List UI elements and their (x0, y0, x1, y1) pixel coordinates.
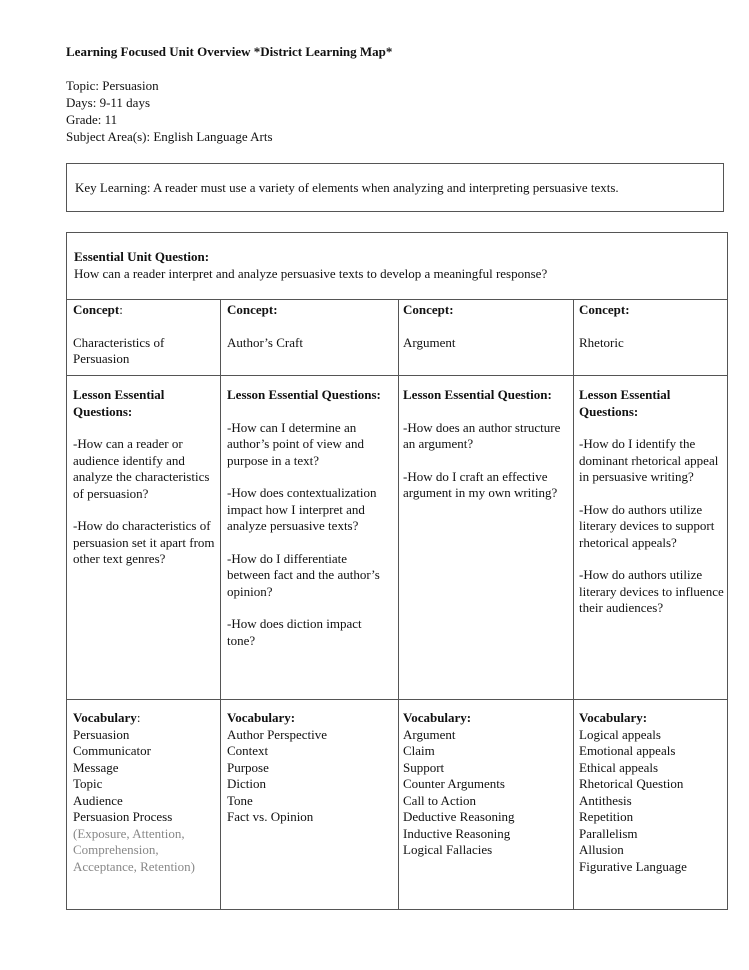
lesson-cell (403, 387, 563, 502)
vocabulary-term: Message (73, 759, 119, 775)
concept-label: Concept: (227, 302, 278, 317)
vocabulary-term: Topic (73, 776, 103, 791)
vocabulary-list (73, 727, 215, 826)
lesson-question: -How do authors utilize literary devices to influence their audiences? (579, 567, 724, 615)
concept-cell (403, 302, 563, 351)
vocabulary-term: Diction (227, 776, 266, 791)
vocabulary-term: Argument (403, 726, 456, 742)
column-divider (220, 300, 221, 909)
concept-name: Argument (403, 334, 456, 350)
vocabulary-label: Vocabulary: (227, 710, 296, 725)
vocabulary-term: Purpose (227, 759, 269, 775)
lesson-question: -How does contextualization impact how I interpret and analyze persuasive texts? (227, 485, 377, 533)
lesson-cell (73, 387, 215, 568)
vocabulary-note: (Exposure, Attention, Comprehension, Acceptance, Retention) (73, 825, 195, 874)
row-divider (67, 699, 727, 700)
column-divider (573, 300, 574, 909)
vocabulary-term: Parallelism (579, 825, 638, 841)
concept-cell (579, 302, 724, 351)
vocabulary-term: Logical appeals (579, 726, 661, 742)
vocabulary-list (403, 727, 563, 859)
lesson-question: -How can a reader or audience identify and analyze the characteristics of persuasion? (73, 436, 210, 501)
vocabulary-term: Rhetorical Question (579, 776, 684, 791)
vocabulary-label: Vocabulary: (403, 710, 472, 725)
vocabulary-list (579, 727, 724, 876)
vocabulary-term: Ethical appeals (579, 759, 659, 775)
page-title: Learning Focused Unit Overview *District Learning Map* (66, 44, 393, 59)
vocabulary-term: Author Perspective (227, 726, 328, 742)
subject-line: Subject Area(s): English Language Arts (66, 129, 273, 144)
vocabulary-term: Audience (73, 792, 123, 808)
vocabulary-list (227, 727, 393, 826)
lesson-question: -How do I differentiate between fact and the author’s opinion? (227, 550, 380, 599)
essential-question (74, 249, 719, 282)
unit-table (66, 232, 728, 910)
essential-question-text: How can a reader interpret and analyze persuasive texts to develop a meaningful response? (74, 265, 548, 281)
vocabulary-term: Antithesis (579, 792, 632, 808)
lesson-label: Lesson Essential Questions: (73, 387, 165, 419)
vocabulary-term: Call to Action (403, 792, 476, 808)
key-learning-box (66, 163, 724, 212)
vocabulary-term: Allusion (579, 842, 624, 857)
vocabulary-cell (73, 710, 215, 875)
lesson-question: -How do authors utilize literary devices to support rhetorical appeals? (579, 501, 715, 550)
concept-cell (227, 302, 393, 351)
grade-line: Grade: 11 (66, 112, 118, 127)
topic-line: Topic: Persuasion (66, 78, 159, 93)
vocabulary-label: Vocabulary: (73, 710, 141, 725)
row-divider (67, 299, 727, 300)
vocabulary-cell (403, 710, 563, 859)
lesson-cell (227, 387, 393, 649)
concept-label: Concept: (579, 302, 630, 317)
vocabulary-term: Communicator (73, 743, 151, 758)
vocabulary-term: Claim (403, 743, 435, 758)
days-line: Days: 9-11 days (66, 95, 151, 110)
vocabulary-term: Inductive Reasoning (403, 825, 511, 841)
vocabulary-term: Persuasion Process (73, 809, 173, 824)
lesson-question: -How do I identify the dominant rhetorical appeal in persuasive writing? (579, 436, 719, 484)
concept-name: Author’s Craft (227, 334, 303, 350)
vocabulary-term: Tone (227, 792, 253, 808)
vocabulary-cell (579, 710, 724, 875)
row-divider (67, 375, 727, 376)
concept-label: Concept: (403, 302, 454, 317)
column-divider (398, 300, 399, 909)
vocabulary-term: Persuasion (73, 726, 130, 742)
vocabulary-term: Fact vs. Opinion (227, 809, 314, 824)
vocabulary-term: Emotional appeals (579, 743, 676, 758)
vocabulary-term: Deductive Reasoning (403, 809, 515, 824)
concept-cell (73, 302, 215, 368)
vocabulary-term: Repetition (579, 809, 634, 824)
essential-question-label: Essential Unit Question: (74, 249, 210, 264)
lesson-label: Lesson Essential Question: (403, 387, 552, 402)
vocabulary-cell (227, 710, 393, 826)
lesson-cell (579, 387, 724, 617)
concept-name: Characteristics of Persuasion (73, 334, 165, 366)
lesson-label: Lesson Essential Questions: (227, 387, 381, 402)
vocabulary-term: Context (227, 743, 269, 758)
vocabulary-label: Vocabulary: (579, 710, 648, 725)
lesson-question: -How do characteristics of persuasion set it apart from other text genres? (73, 518, 215, 566)
unit-meta (66, 78, 273, 146)
vocabulary-term: Counter Arguments (403, 776, 505, 791)
concept-label: Concept: (73, 302, 123, 317)
key-learning-text: Key Learning: A reader must use a variety of elements when analyzing and interpreting persuasive texts. (75, 180, 619, 195)
vocabulary-term: Support (403, 759, 445, 775)
lesson-question: -How does diction impact tone? (227, 616, 362, 648)
lesson-label: Lesson Essential Questions: (579, 387, 671, 419)
lesson-question: -How does an author structure an argument? (403, 419, 561, 451)
vocabulary-term: Figurative Language (579, 858, 687, 874)
lesson-question: -How can I determine an author’s point of view and purpose in a text? (227, 419, 364, 468)
concept-name: Rhetoric (579, 334, 624, 350)
vocabulary-term: Logical Fallacies (403, 842, 493, 857)
lesson-question: -How do I craft an effective argument in my own writing? (403, 468, 558, 500)
